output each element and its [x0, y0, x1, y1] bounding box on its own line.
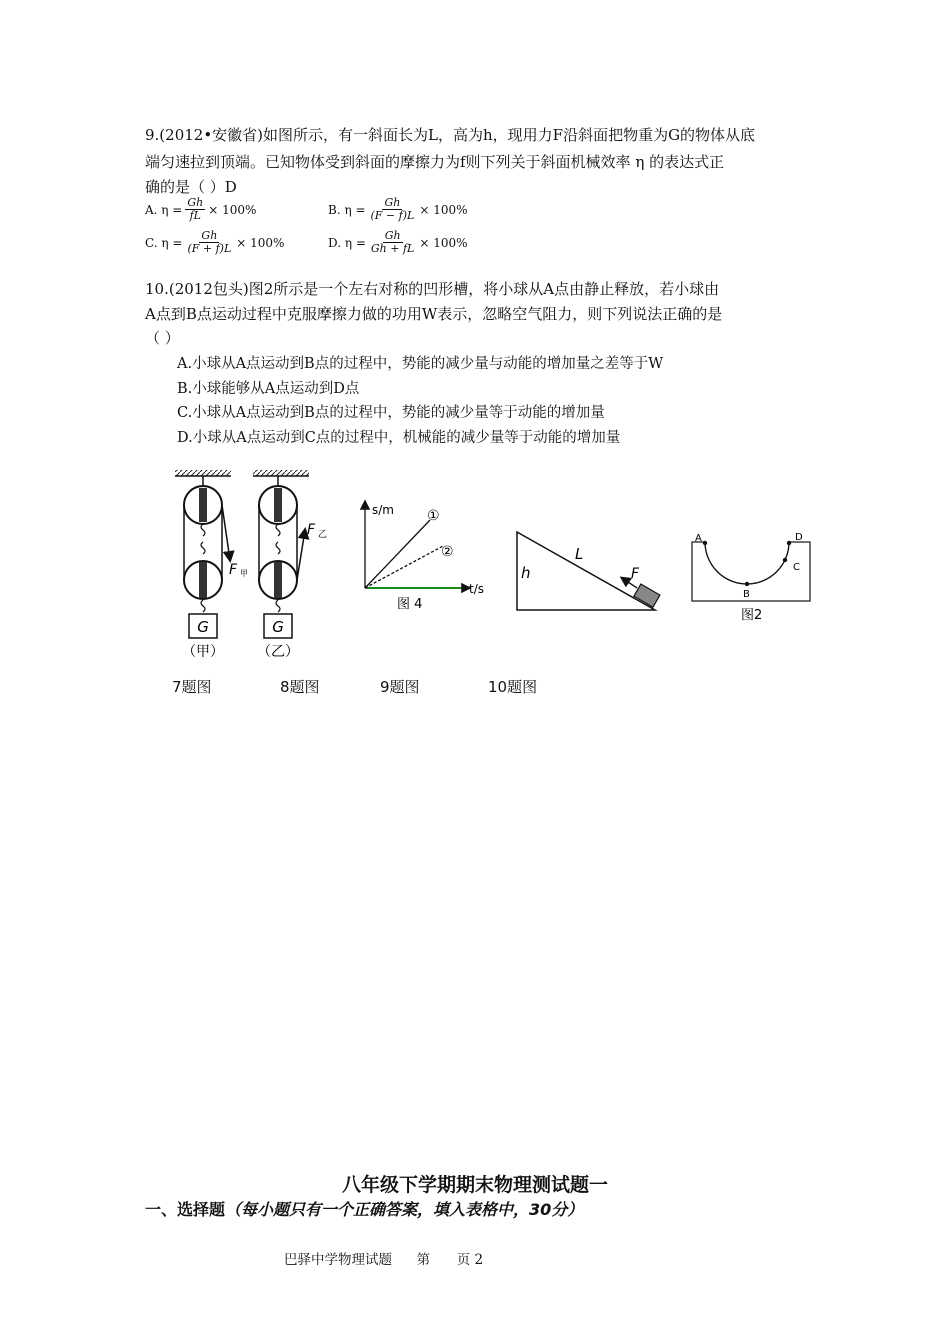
q9-option-c-numerator: Gh [201, 229, 218, 242]
incline-length-label: L [575, 545, 584, 563]
figures-strip [165, 462, 825, 667]
pulley-b-force-label: F [307, 522, 316, 538]
pulley-diagram-a [175, 470, 231, 638]
section-note: （每小题只有一个正确答案，填入表格中，30分） [225, 1200, 584, 1219]
q10-option-d: D.小球从A点运动到C点的过程中，机械能的减少量等于动能的增加量 [177, 430, 621, 446]
q9-option-c [145, 230, 284, 255]
pulley-diagram-b [253, 470, 309, 638]
q9-option-d [328, 230, 468, 255]
footer-page-word-1: 第 [416, 1252, 431, 1268]
st-graph-x-label: t/s [469, 582, 484, 596]
q9-option-c-denominator: (F + f)L [187, 242, 232, 255]
caption-q9: 9题图 [380, 678, 420, 696]
section-label: 一、选择题 [145, 1200, 226, 1219]
q9-line-2: 端匀速拉到顶端。已知物体受到斜面的摩擦力为f则下列关于斜面机械效率 η 的表达式正 [145, 153, 725, 171]
incline-height-label: h [521, 564, 531, 582]
caption-q7: 7题图 [172, 678, 212, 696]
st-graph-line-2-label: ② [441, 544, 454, 560]
footer-page-number: 2 [474, 1252, 484, 1268]
trough-caption: 图2 [741, 608, 763, 623]
st-graph-y-label: s/m [372, 503, 394, 517]
st-graph-line-1-label: ① [427, 508, 440, 524]
page-title: 八年级下学期期末物理测试题一 [341, 1174, 608, 1196]
pulley-b-weight-label: G [272, 618, 284, 636]
caption-q10: 10题图 [488, 678, 538, 696]
footer-school: 巴驿中学物理试题 [284, 1252, 392, 1268]
pulley-a-force-label: F [229, 562, 238, 578]
q10-line-1: 10.(2012包头)图2所示是一个左右对称的凹形槽，将小球从A点由静止释放，若小球由 [145, 280, 720, 298]
trough-point-b: B [743, 589, 750, 600]
q9-line-3: 确的是（ ）D [145, 178, 237, 196]
q9-option-b [328, 197, 468, 222]
page-footer [284, 1248, 483, 1268]
q9-option-a-suffix: × 100% [208, 202, 257, 217]
q10-line-3: （ ） [145, 329, 180, 347]
q9-option-a [145, 197, 256, 222]
q9-option-a-fraction [185, 197, 205, 222]
pulley-a-label: （甲） [182, 644, 224, 660]
q9-option-b-suffix: × 100% [419, 202, 468, 217]
trough-point-d: D [795, 532, 803, 543]
q9-option-d-fraction [369, 230, 416, 255]
footer-page-word-2: 页 [456, 1252, 471, 1268]
q10-option-b: B.小球能够从A点运动到D点 [177, 381, 360, 397]
q10-option-a: A.小球从A点运动到B点的过程中，势能的减少量与动能的增加量之差等于W [177, 356, 664, 372]
q9-option-d-numerator: Gh [384, 229, 401, 242]
q9-option-d-denominator: Gh + fL [370, 242, 415, 255]
trough-point-c: C [793, 562, 800, 573]
st-graph-caption: 图 4 [397, 597, 423, 612]
q9-option-c-suffix: × 100% [236, 235, 285, 250]
q9-option-c-prefix: C. η = [145, 235, 183, 250]
q9-option-d-suffix: × 100% [419, 235, 468, 250]
pulley-b-label: （乙） [257, 644, 299, 660]
trough-point-a: A [695, 533, 702, 544]
q9-option-b-fraction [369, 197, 417, 222]
pulley-a-force-subscript: 甲 [240, 569, 248, 578]
pulley-b-force-subscript: 乙 [318, 530, 328, 540]
q9-option-c-fraction [185, 230, 233, 255]
section-heading [145, 1197, 583, 1220]
pulley-a-weight-label: G [197, 618, 209, 636]
q9-option-a-prefix: A. η = [145, 202, 183, 217]
caption-q8: 8题图 [280, 678, 320, 696]
q9-option-a-numerator: Gh [187, 196, 204, 209]
q9-line-1: 9.(2012•安徽省)如图所示，有一斜面长为L，高为h，现用力F沿斜面把物重为G的物体从底 [145, 126, 756, 144]
q10-line-2: A点到B点运动过程中克服摩擦力做的功用W表示，忽略空气阻力，则下列说法正确的是 [145, 305, 723, 323]
q9-option-d-prefix: D. η = [328, 235, 366, 250]
q9-option-b-prefix: B. η = [328, 202, 366, 217]
q10-option-c: C.小球从A点运动到B点的过程中，势能的减少量等于动能的增加量 [177, 405, 605, 421]
incline-force-label: F [631, 566, 640, 582]
q9-option-b-numerator: Gh [384, 196, 401, 209]
q9-option-b-denominator: (F − f)L [370, 209, 415, 222]
q9-option-a-denominator: fL [189, 209, 201, 222]
